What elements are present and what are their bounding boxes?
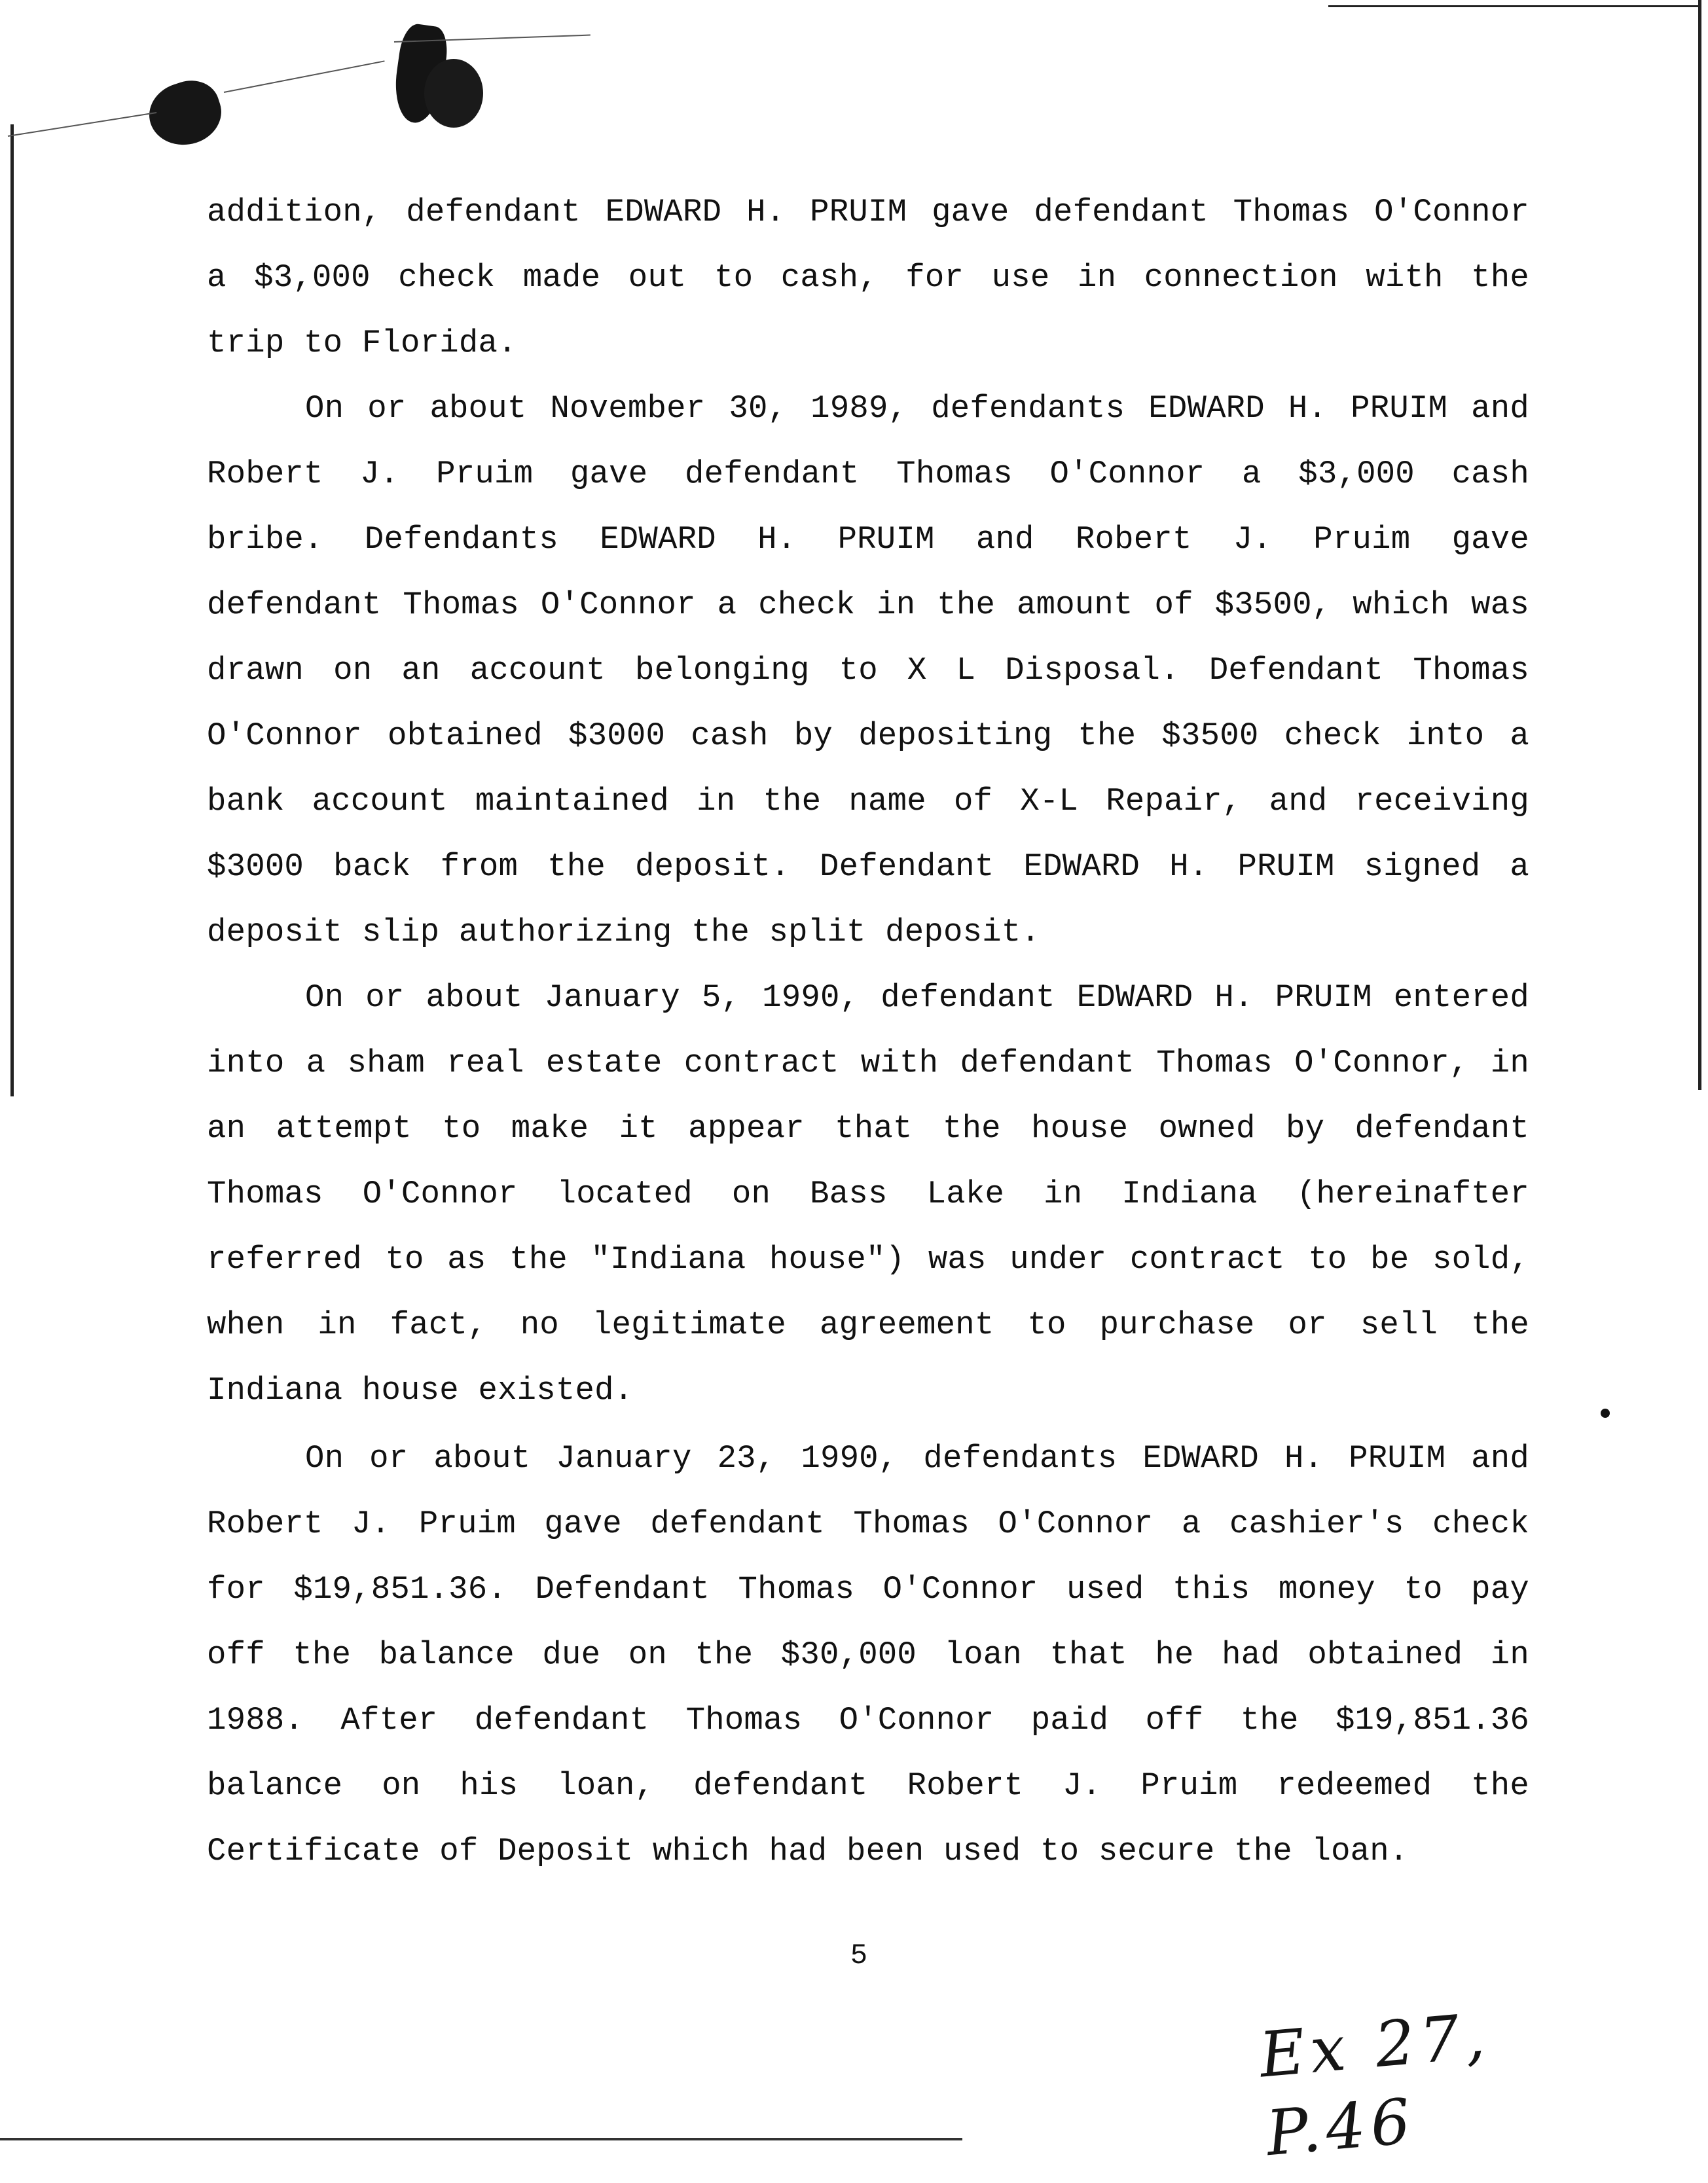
text-line: deposit slip authorizing the split deposit. [207, 914, 1041, 950]
text-line: referred to as the "Indiana house") was under contract to be sold, [207, 1241, 1529, 1278]
scan-right-border [1698, 0, 1701, 1090]
text-line: Indiana house existed. [207, 1372, 634, 1409]
text-line: for $19,851.36. Defendant Thomas O'Connor used this money to pay [207, 1571, 1529, 1608]
text-line: On or about November 30, 1989, defendants EDWARD H. PRUIM and [305, 390, 1529, 427]
scan-top-rule [1328, 5, 1701, 7]
scan-artifact-streak [224, 60, 385, 93]
text-line: bank account maintained in the name of X-L Repair, and receiving [207, 783, 1529, 820]
text-line: when in fact, no legitimate agreement to purchase or sell the [207, 1307, 1529, 1343]
text-line: off the balance due on the $30,000 loan that he had obtained in [207, 1636, 1529, 1673]
text-line: addition, defendant EDWARD H. PRUIM gave defendant Thomas O'Connor [207, 194, 1529, 230]
handwritten-exhibit-note: Ex 27, P.46 [1256, 2000, 1493, 2171]
text-line: defendant Thomas O'Connor a check in the amount of $3500, which was [207, 586, 1529, 623]
text-line: $3000 back from the deposit. Defendant EDWARD H. PRUIM signed a [207, 848, 1529, 885]
scan-artifact-blob [424, 59, 483, 128]
scan-bottom-rule [0, 2138, 962, 2140]
text-line: trip to Florida. [207, 325, 517, 361]
text-line: Certificate of Deposit which had been used to secure the loan. [207, 1833, 1409, 1869]
text-line: Thomas O'Connor located on Bass Lake in Indiana (hereinafter [207, 1176, 1529, 1212]
scan-artifact-streak [8, 112, 156, 137]
text-line: Robert J. Pruim gave defendant Thomas O'Connor a cashier's check [207, 1506, 1529, 1542]
text-line: On or about January 23, 1990, defendants EDWARD H. PRUIM and [305, 1440, 1529, 1477]
text-line: On or about January 5, 1990, defendant EDWARD H. PRUIM entered [305, 979, 1529, 1016]
text-line: O'Connor obtained $3000 cash by depositing the $3500 check into a [207, 717, 1529, 754]
page-number: 5 [850, 1939, 868, 1972]
text-line: Robert J. Pruim gave defendant Thomas O'Connor a $3,000 cash [207, 456, 1529, 492]
text-line: balance on his loan, defendant Robert J. Pruim redeemed the [207, 1767, 1529, 1804]
text-line: drawn on an account belonging to X L Disposal. Defendant Thomas [207, 652, 1529, 689]
scan-left-border [10, 124, 14, 1096]
text-line: into a sham real estate contract with defendant Thomas O'Connor, in [207, 1045, 1529, 1081]
text-line: an attempt to make it appear that the house owned by defendant [207, 1110, 1529, 1147]
text-line: a $3,000 check made out to cash, for use in connection with the [207, 259, 1529, 296]
text-line: bribe. Defendants EDWARD H. PRUIM and Robert J. Pruim gave [207, 521, 1529, 558]
scan-artifact-dot [1601, 1409, 1610, 1418]
text-line: 1988. After defendant Thomas O'Connor paid off the $19,851.36 [207, 1702, 1529, 1739]
